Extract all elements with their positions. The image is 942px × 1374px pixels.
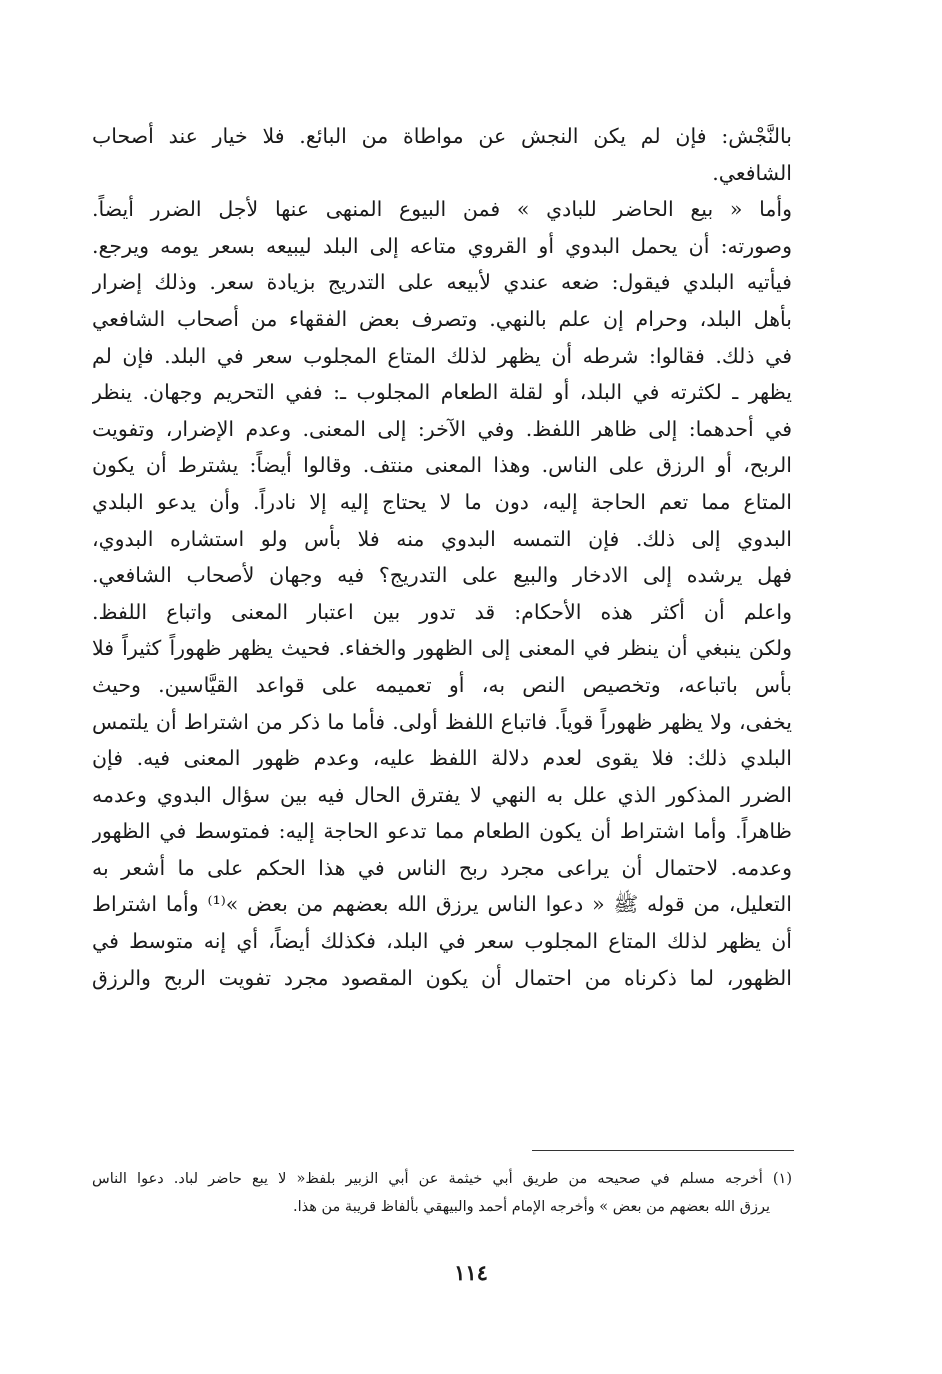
text-line: التعليل، من قوله ﷺ « دعوا الناس يرزق الله بعضهم من بعض »⁽¹⁾ وأما اشتراط: [92, 892, 792, 917]
text-line: الضرر المذكور الذي علل به النهي لا يفترق الحال فيه بين سؤال البدوي وعدمه: [92, 782, 792, 807]
text-line: بالنَّجْش: فإن لم يكن النجش عن مواطاة من البائع. فلا خيار عند أصحاب: [92, 124, 792, 148]
text-line: فيأتيه البلدي فيقول: ضعه عندي لأبيعه على التدريج بزيادة سعر. وذلك إضرار: [92, 270, 792, 295]
text-line: وأما « بيع الحاضر للبادي » فمن البيوع المنهى عنها لأجل الضرر أيضاً.: [92, 197, 792, 222]
text-line: البدوي إلى ذلك. فإن التمسه البدوي منه فلا بأس ولو استشاره البدوي،: [92, 526, 792, 551]
text-line: أن يظهر لذلك المتاع المجلوب سعر في البلد، فكذلك أيضاً، أي إنه متوسط في: [92, 929, 792, 954]
text-line: الظهور، لما ذكرناه من احتمال أن يكون المقصود مجرد تفويت الربح والرزق: [92, 965, 792, 990]
text-line: ولكن ينبغي أن ينظر في المعنى إلى الظهور والخفاء. فحيث يظهر ظهوراً كثيراً فلا: [92, 636, 792, 661]
text-line: ظاهراً. وأما اشتراط أن يكون الطعام مما تدعو الحاجة إليه: فمتوسط في الظهور: [92, 819, 792, 844]
text-line: في ذلك. فقالوا: شرطه أن يظهر لذلك المتاع المجلوب سعر في البلد. فإن لم: [92, 343, 792, 368]
text-line: يخفى، ولا يظهر ظهوراً قوياً. فاتباع اللفظ أولى. فأما ما ذكر من اشتراط أن يلتمس: [92, 709, 792, 734]
text-line: يظهر ـ لكثرته في البلد، أو لقلة الطعام المجلوب ـ: ففي التحريم وجهان. ينظر: [92, 380, 792, 405]
footnote-line: يرزق الله بعضهم من بعض » وأخرجه الإمام أحمد والبيهقي بألفاظ قريبة من هذا.: [293, 1199, 770, 1215]
footnote-divider: [532, 1150, 794, 1151]
text-line: فهل يرشده إلى الادخار والبيع على التدريج؟ فيه وجهان لأصحاب الشافعي.: [92, 563, 792, 588]
text-line: بأس باتباعه، وتخصيص النص به، أو تعميمه على قواعد القيَّاسين. وحيث: [92, 672, 792, 697]
text-line: وعدمه. لاحتمال أن يراعى مجرد ربح الناس في هذا الحكم على ما أشعر به: [92, 855, 792, 880]
text-line: بأهل البلد، وحرام إن علم بالنهي. وتصرف بعض الفقهاء من أصحاب الشافعي: [92, 306, 792, 331]
text-line: الشافعي.: [712, 160, 792, 185]
page-number: ١١٤: [454, 1260, 488, 1285]
text-line: وصورته: أن يحمل البدوي أو القروي متاعه إلى البلد ليبيعه بسعر يومه ويرجع.: [92, 233, 792, 258]
footnote-line: (١) أخرجه مسلم في صحيحه من طريق أبي خيثمة عن أبي الزبير بلفظ« لا يبع حاضر لباد. دعوا الناس: [92, 1171, 792, 1187]
text-line: في أحدهما: إلى ظاهر اللفظ. وفي الآخر: إلى المعنى. وعدم الإضرار، وتفويت: [92, 416, 792, 441]
main-text: [92, 118, 792, 996]
text-line: واعلم أن أكثر هذه الأحكام: قد تدور بين اعتبار المعنى واتباع اللفظ.: [92, 599, 792, 624]
footnotes: [92, 1165, 792, 1221]
text-line: الربح، أو الرزق على الناس. وهذا المعنى منتف. وقالوا أيضاً: يشترط أن يكون: [92, 453, 792, 478]
text-line: المتاع مما تعم الحاجة إليه، دون ما لا يحتاج إليه إلا نادراً. وأن يدعو البلدي: [92, 489, 792, 514]
text-line: البلدي ذلك: فلا يقوى لعدم دلالة اللفظ عليه، وعدم ظهور المعنى فيه. فإن: [92, 746, 792, 771]
